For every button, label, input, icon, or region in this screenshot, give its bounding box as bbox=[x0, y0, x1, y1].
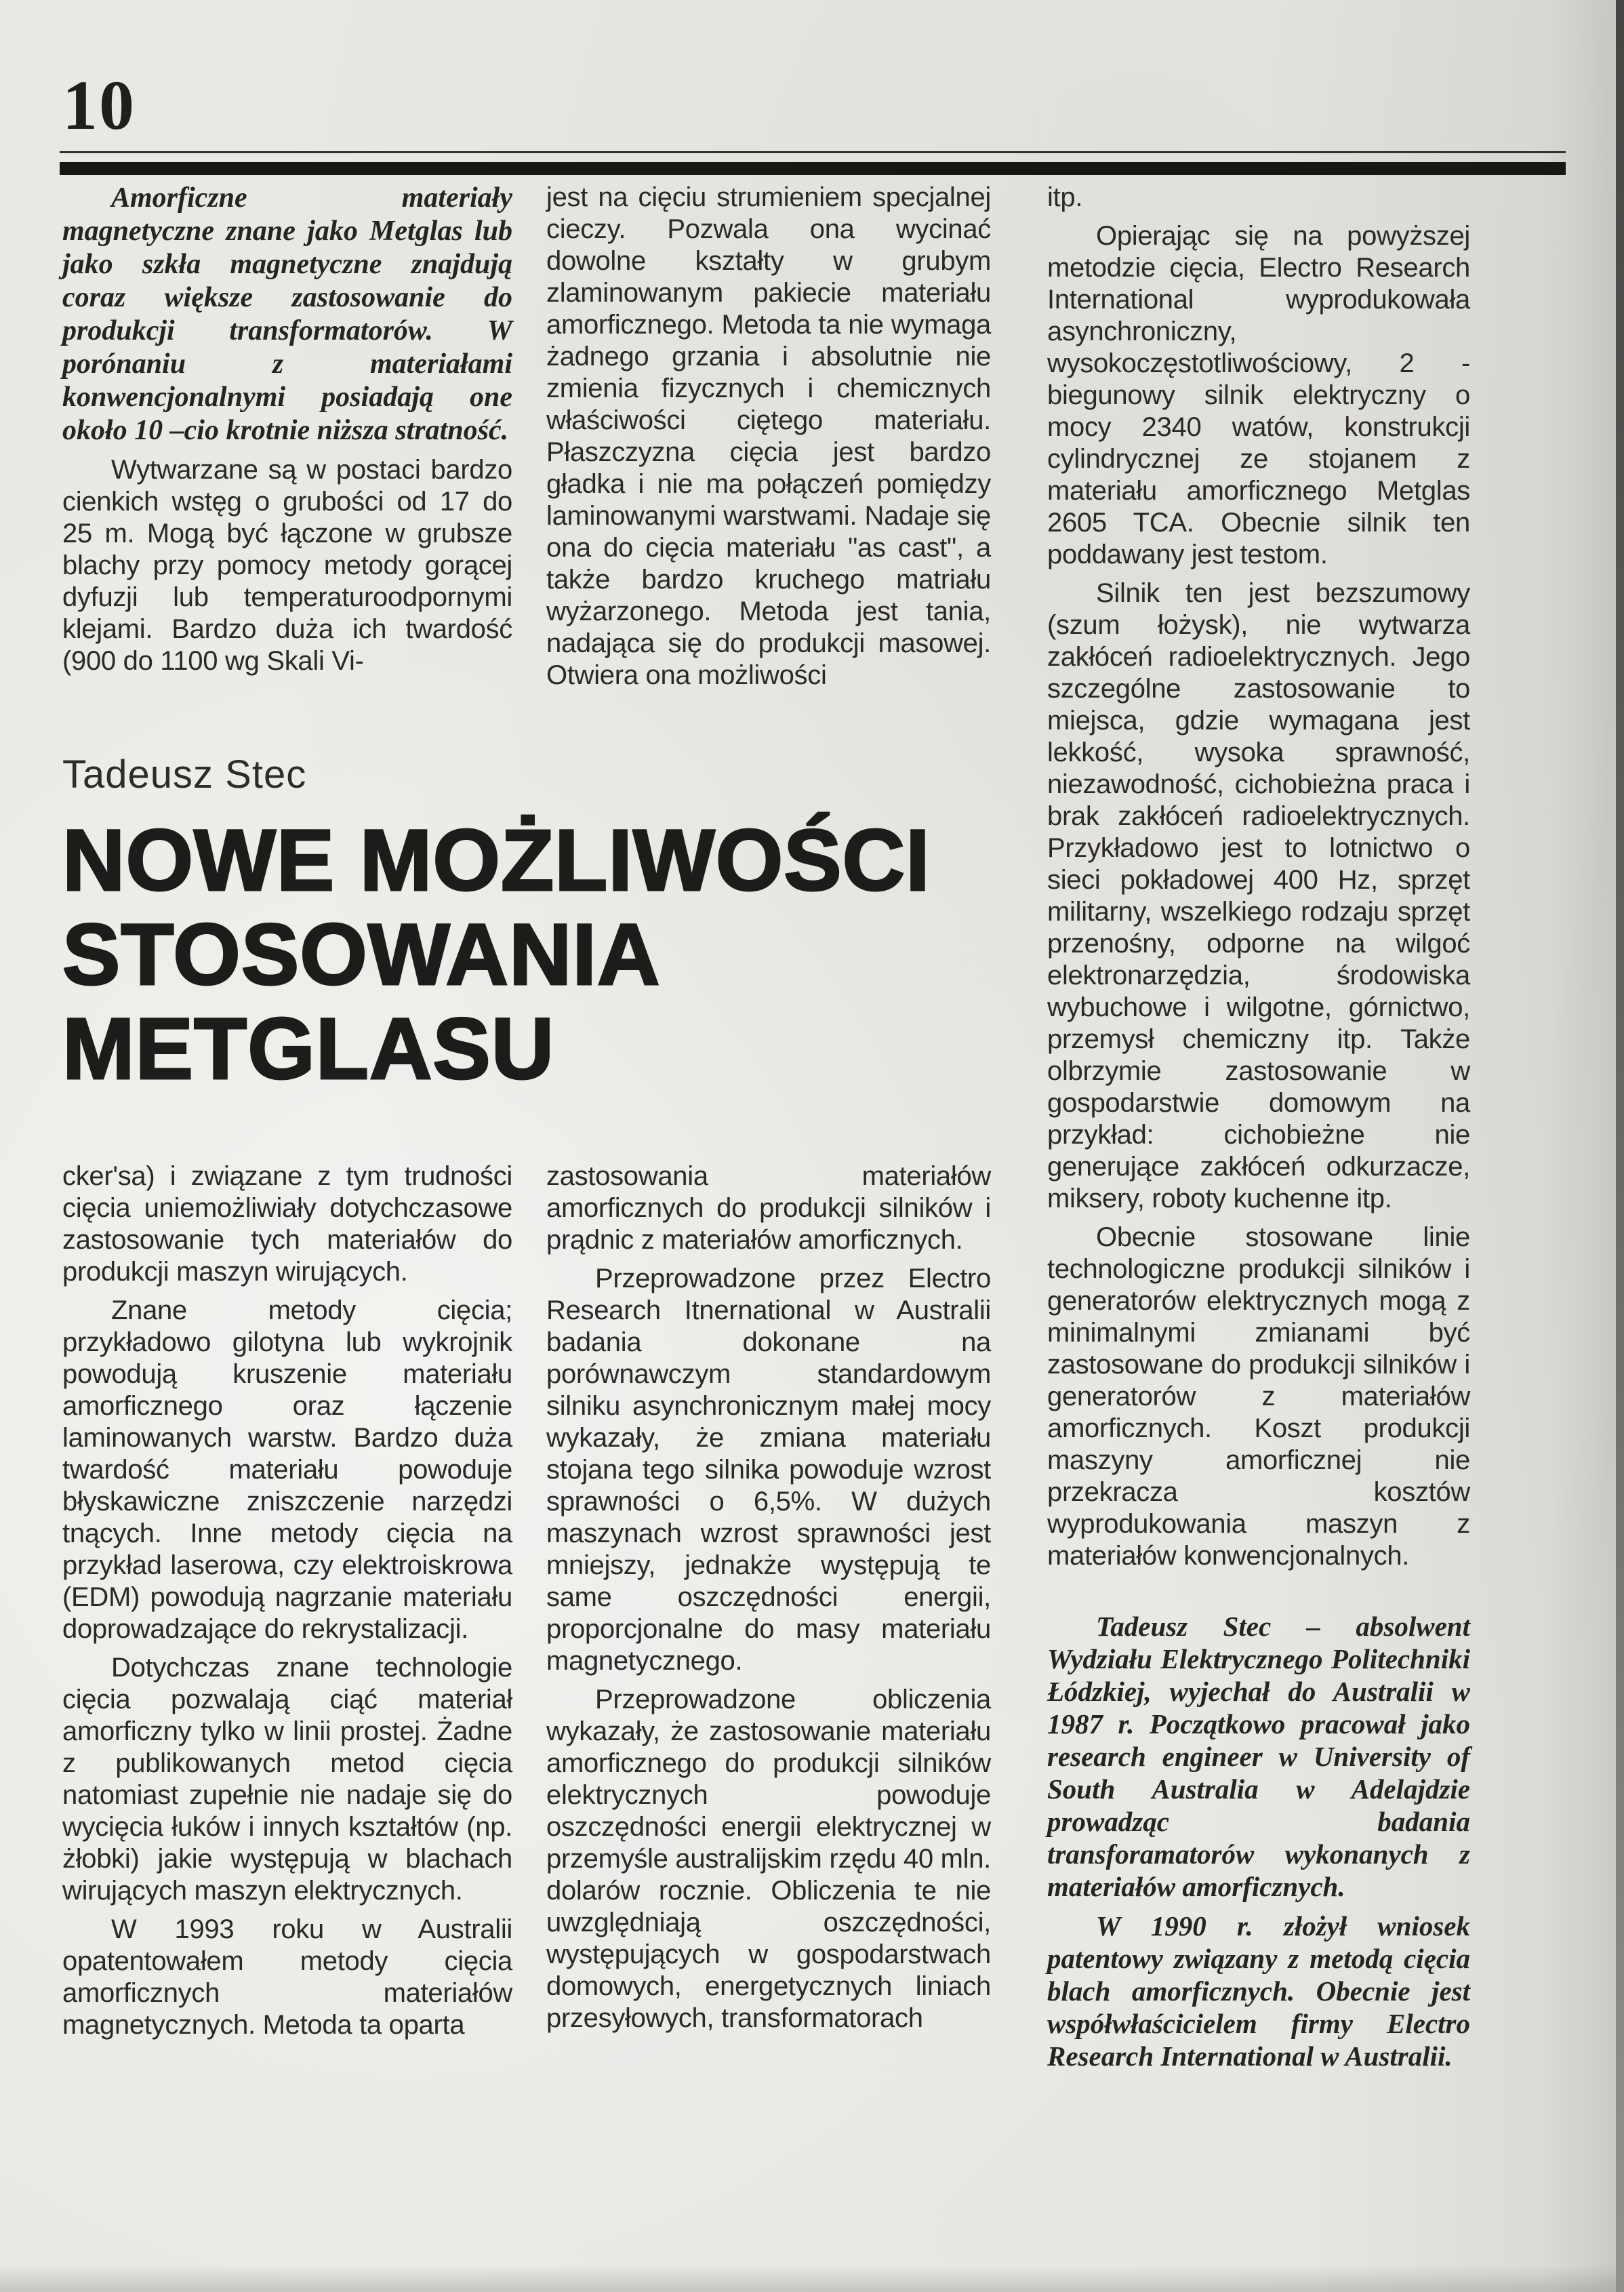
author-bio bbox=[1047, 1610, 1470, 2072]
article-title-line-2: STOSOWANIA bbox=[62, 906, 661, 1003]
column-left-top bbox=[62, 182, 512, 684]
body-paragraph: itp. bbox=[1047, 182, 1083, 212]
article-author: Tadeusz Stec bbox=[62, 752, 307, 797]
bio-paragraph: Tadeusz Stec – absolwent Wydziału Elektrycznego Politechniki Łódzkiej, wyjechał do Australii w 1987 r. Początkowo pracował jako research engineer w University of South Australia w Adelajdzie prowadząc badania transforamatorów wykonanych z materiałów amorficznych. bbox=[1047, 1611, 1470, 1902]
article-header bbox=[62, 754, 998, 1096]
page-number: 10 bbox=[62, 66, 136, 144]
header-rule-thin bbox=[60, 151, 1566, 153]
body-paragraph: Silnik ten jest bezszumowy (szum łożysk), nie wytwarza zakłóceń radioelektrycznych. Jego szczególne zastosowanie to miejsca, gdzie wymagana jest lekkość, wysoka sprawność, niezawodność, cichobieżna praca i brak zakłóceń radioelektrycznych. Przykładowo jest to lotnictwo o sieci pokładowej 400 Hz, sprzęt militarny, wszelkiego rodzaju sprzęt przenośny, odporne na wilgoć elektronarzędzia, środowiska wybuchowe i wilgotne, górnictwo, przemysł chemiczny itp. Także olbrzymie zastosowanie w gospodarstwie domowym na przykład: cichobieżne nie generujące zakłóceń odkurzacze, miksery, roboty kuchenne itp. bbox=[1047, 578, 1470, 1213]
column-middle-top bbox=[546, 182, 991, 698]
body-paragraph: cker'sa) i związane z tym trudności cięcia uniemożliwiały dotychczasowe zastosowanie tych materiałów do produkcji maszyn wirujących. bbox=[62, 1161, 512, 1287]
column-right bbox=[1047, 182, 1470, 2079]
column-left-bottom bbox=[62, 1161, 512, 2048]
article-title-line-1: NOWE MOŻLIWOŚCI bbox=[62, 812, 931, 909]
bio-paragraph: W 1990 r. złożył wniosek patentowy związany z metodą cięcia blach amorficznych. Obecnie jest współwłaścicielem firmy Electro Research International w Australii. bbox=[1047, 1910, 1470, 2072]
scan-edge-right bbox=[1616, 0, 1624, 2292]
body-paragraph: Przeprowadzone obliczenia wykazały, że zastosowanie materiału amorficznego do produkcji silników elektrycznych powoduje oszczędności energii elektrycznej w przemyśle australijskim rzędu 40 mln. dolarów rocznie. Obliczenia te nie uwzględniają oszczędności, występujących w gospodarstwach domowych, energetycznych liniach przesyłowych, transformatorach bbox=[546, 1685, 991, 2033]
lead-paragraph: Amorficzne materiały magnetyczne znane jako Metglas lub jako szkła magnetyczne znajdują coraz większe zastosowanie do produkcji transformatorów. W porónaniu z materiałami konwencjonalnymi posiadają one około 10 –cio krotnie niższa stratność. bbox=[62, 182, 512, 446]
body-paragraph: Znane metody cięcia; przykładowo gilotyna lub wykrojnik powodują kruszenie materiału amorficznego oraz łączenie laminowanych warstw. Bardzo duża twardość materiału powoduje błyskawiczne zniszczenie narzędzi tnących. Inne metody cięcia na przykład laserowa, czy elektroiskrowa (EDM) powodują nagrzanie materiału doprowadzające do rekrystalizacji. bbox=[62, 1295, 512, 1644]
body-paragraph: Opierając się na powyższej metodzie cięcia, Electro Research International wyprodukowała asynchroniczny, wysokoczęstotliwościowy, 2 - biegunowy silnik elektryczny o mocy 2340 watów, konstrukcji cylindrycznej ze stojanem z materiału amorficznego Metglas 2605 TCA. Obecnie silnik ten poddawany jest testom. bbox=[1047, 221, 1470, 569]
body-paragraph: zastosowania materiałów amorficznych do produkcji silników i prądnic z materiałów amorficznych. bbox=[546, 1161, 991, 1255]
body-paragraph: jest na cięciu strumieniem specjalnej cieczy. Pozwala ona wycinać dowolne kształty w grubym zlaminowanym pakiecie materiału amorficznego. Metoda ta nie wymaga żadnego grzania i absolutnie nie zmienia fizycznych i chemicznych właściwości ciętego materiału. Płaszczyzna cięcia jest bardzo gładka i nie ma połączeń pomiędzy laminowanymi warstwami. Nadaje się ona do cięcia materiału "as cast", a także bardzo kruchego matriału wyżarzonego. Metoda jest tania, nadająca się do produkcji masowej. Otwiera ona możliwości bbox=[546, 182, 991, 690]
column-middle-bottom bbox=[546, 1161, 991, 2041]
body-paragraph: W 1993 roku w Australii opatentowałem metody cięcia amorficznych materiałów magnetycznych. Metoda ta oparta bbox=[62, 1914, 512, 2040]
body-paragraph: Dotychczas znane technologie cięcia pozwalają ciąć materiał amorficzny tylko w linii prostej. Żadne z publikowanych metod cięcia natomiast zupełnie nie nadaje się do wycięcia łuków i innych kształtów (np. żłobki) jakie występują w blachach wirujących maszyn elektrycznych. bbox=[62, 1653, 512, 1906]
body-paragraph: Przeprowadzone przez Electro Research Itnernational w Australii badania dokonane na porównawczym standardowym silniku asynchronicznym małej mocy wykazały, że zmiana materiału stojana tego silnika powoduje wzrost sprawności o 6,5%. W dużych maszynach wzrost sprawności jest mniejszy, jednakże występują te same oszczędności energii, proporcjonalne do masy materiału magnetycznego. bbox=[546, 1264, 991, 1676]
body-paragraph: Obecnie stosowane linie technologiczne produkcji silników i generatorów elektrycznych mogą z minimalnymi zmianami być zastosowane do produkcji silników i generatorów z materiałów amorficznych. Koszt produkcji maszyny amorficznej nie przekracza kosztów wyprodukowania maszyn z materiałów konwencjonalnych. bbox=[1047, 1222, 1470, 1571]
body-paragraph: Wytwarzane są w postaci bardzo cienkich wstęg o grubości od 17 do 25 m. Mogą być łączone w grubsze blachy przy pomocy metody gorącej dyfuzji lub temperaturoodpornymi klejami. Bardzo duża ich twardość (900 do 1100 wg Skali Vi- bbox=[62, 455, 512, 676]
header-rule-thick bbox=[60, 162, 1566, 175]
scan-shadow-bottom bbox=[0, 2265, 1624, 2292]
article-title-line-3: METGLASU bbox=[62, 1001, 555, 1098]
